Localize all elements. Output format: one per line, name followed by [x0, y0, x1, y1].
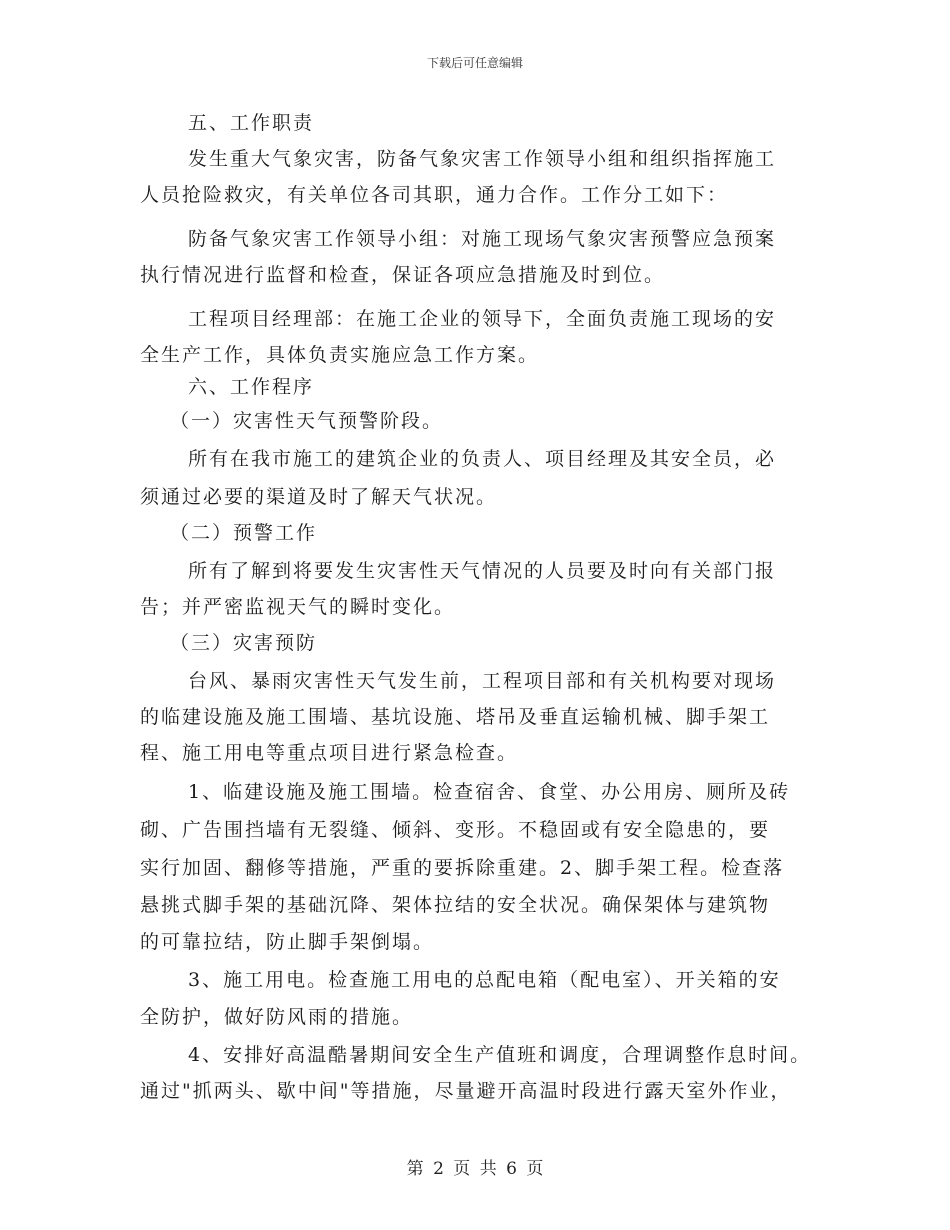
text-line: 实行加固、翻修等措施，严重的要拆除重建。2、脚手架工程。检查落: [140, 857, 785, 879]
page-footer: 第 2 页 共 6 页: [406, 1159, 544, 1179]
text-line: 悬挑式脚手架的基础沉降、架体拉结的安全状况。确保架体与建筑物: [140, 894, 771, 916]
text-line: 全生产工作，具体负责实施应急工作方案。: [140, 344, 540, 366]
text-line: 五、工作职责: [188, 112, 315, 134]
text-line: 砌、广告围挡墙有无裂缝、倾斜、变形。不稳固或有安全隐患的，要: [140, 819, 771, 841]
text-line: 3、施工用电。检查施工用电的总配电箱（配电室）、开关箱的安: [188, 969, 781, 991]
text-line: 发生重大气象灾害，防备气象灾害工作领导小组和组织指挥施工: [188, 148, 777, 170]
text-line: 人员抢险救灾，有关单位各司其职，通力合作。工作分工如下：: [140, 184, 729, 206]
text-line: 的可靠拉结，防止脚手架倒塌。: [140, 931, 435, 953]
text-line: 台风、暴雨灾害性天气发生前，工程项目部和有关机构要对现场: [188, 670, 777, 692]
text-line: 六、工作程序: [188, 376, 315, 398]
text-line: 程、施工用电等重点项目进行紧急检查。: [140, 742, 519, 764]
text-line: 须通过必要的渠道及时了解天气状况。: [140, 486, 498, 508]
text-line: 执行情况进行监督和检查，保证各项应急措施及时到位。: [140, 264, 666, 286]
text-line: 工程项目经理部：在施工企业的领导下，全面负责施工现场的安: [188, 308, 777, 330]
text-line: （三）灾害预防: [170, 632, 318, 654]
text-line: 所有了解到将要发生灾害性天气情况的人员要及时向有关部门报: [188, 560, 777, 582]
text-line: 告；并严密监视天气的瞬时变化。: [140, 596, 456, 618]
text-line: 全防护，做好防风雨的措施。: [140, 1006, 414, 1028]
text-line: 1、临建设施及施工围墙。检查宿舍、食堂、办公用房、厕所及砖: [188, 781, 791, 803]
text-line: 4、安排好高温酷暑期间安全生产值班和调度，合理调整作息时间。: [188, 1044, 812, 1066]
text-line: （一）灾害性天气预警阶段。: [170, 410, 444, 432]
page-header: 下载后可任意编辑: [426, 56, 523, 70]
text-line: （二）预警工作: [170, 522, 318, 544]
text-line: 所有在我市施工的建筑企业的负责人、项目经理及其安全员，必: [188, 448, 777, 470]
text-line: 通过"抓两头、歇中间"等措施，尽量避开高温时段进行露天室外作业，: [140, 1080, 792, 1102]
text-line: 的临建设施及施工围墙、基坑设施、塔吊及垂直运输机械、脚手架工: [140, 706, 771, 728]
text-line: 防备气象灾害工作领导小组：对施工现场气象灾害预警应急预案: [188, 228, 777, 250]
